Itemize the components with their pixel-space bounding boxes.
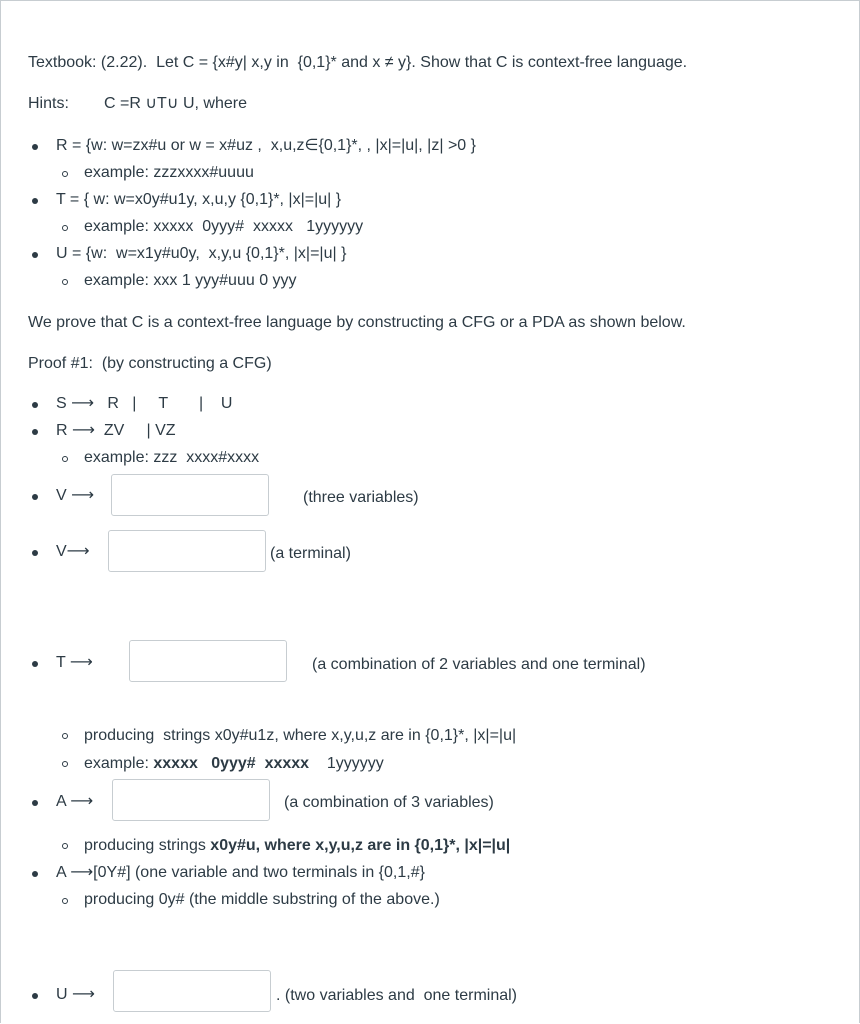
u-rule-input[interactable] (113, 970, 271, 1012)
rule-t-example (84, 754, 384, 774)
v-three-variables-input[interactable] (111, 474, 269, 516)
bullet-icon (32, 402, 38, 408)
rule-t-producing: producing strings x0y#u1z, where x,y,u,z are in {0,1}*, |x|=|u| (84, 727, 517, 744)
bullet-icon (32, 494, 38, 500)
rule-t-hint: (a combination of 2 variables and one terminal) (312, 656, 646, 673)
rule-u-hint: . (two variables and one terminal) (276, 987, 517, 1004)
definition-u-example: example: xxx 1 yyy#uuu 0 yyy (84, 272, 297, 289)
producing-plain: producing strings (84, 837, 211, 854)
rule-v2-label: V⟶ (56, 543, 90, 560)
definition-t: T = { w: w=x0y#u1y, x,u,y {0,1}*, |x|=|u| } (56, 191, 342, 208)
definition-r-example: example: zzzxxxx#uuuu (84, 164, 254, 181)
hints-text: C =R ∪T∪ U, where (104, 95, 248, 112)
rule-a1-producing (84, 836, 510, 856)
example-bold: xxxxx 0yyy# xxxxx (153, 755, 310, 772)
rule-a2: A ⟶[0Y#] (one variable and two terminals in {0,1,#} (56, 864, 425, 881)
circle-bullet-icon (62, 456, 68, 462)
rule-r-example: example: zzz xxxx#xxxx (84, 449, 260, 466)
rule-a2-producing: producing 0y# (the middle substring of the above.) (84, 891, 440, 908)
circle-bullet-icon (62, 898, 68, 904)
hints-label: Hints: (28, 95, 69, 112)
proof-title: Proof #1: (by constructing a CFG) (28, 355, 272, 372)
t-rule-input[interactable] (129, 640, 287, 682)
bullet-icon (32, 661, 38, 667)
bullet-icon (32, 871, 38, 877)
definition-r: R = {w: w=zx#u or w = x#uz , x,u,z∈{0,1}*, , |x|=|u|, |z| >0 } (56, 137, 476, 154)
bullet-icon (32, 144, 38, 150)
circle-bullet-icon (62, 225, 68, 231)
example-rest: 1yyyyyy (309, 755, 384, 772)
definition-u: U = {w: w=x1y#u0y, x,y,u {0,1}*, |x|=|u| } (56, 245, 347, 262)
circle-bullet-icon (62, 733, 68, 739)
rule-v1-label: V ⟶ (56, 487, 95, 504)
bullet-icon (32, 993, 38, 999)
definition-t-example: example: xxxxx 0yyy# xxxxx 1yyyyyy (84, 218, 364, 235)
circle-bullet-icon (62, 279, 68, 285)
bullet-icon (32, 429, 38, 435)
circle-bullet-icon (62, 843, 68, 849)
rule-v2-hint: (a terminal) (270, 545, 351, 562)
rule-t-label: T ⟶ (56, 654, 93, 671)
v-terminal-input[interactable] (108, 530, 266, 572)
proof-intro: We prove that C is a context-free language by constructing a CFG or a PDA as shown below. (28, 314, 686, 331)
rule-a1-label: A ⟶ (56, 793, 94, 810)
bullet-icon (32, 252, 38, 258)
bullet-icon (32, 198, 38, 204)
problem-statement: Textbook: (2.22). Let C = {x#y| x,y in {0,1}* and x ≠ y}. Show that C is context-free language. (28, 54, 688, 71)
rule-u-label: U ⟶ (56, 986, 95, 1003)
rule-a1-hint: (a combination of 3 variables) (284, 794, 494, 811)
rule-v1-hint: (three variables) (303, 489, 419, 506)
a-three-variables-input[interactable] (112, 779, 270, 821)
producing-bold: x0y#u, where x,y,u,z are in {0,1}*, |x|=|u| (210, 837, 511, 854)
bullet-icon (32, 550, 38, 556)
example-prefix: example: (84, 755, 154, 772)
rule-r: R ⟶ ZV | VZ (56, 422, 176, 439)
circle-bullet-icon (62, 761, 68, 767)
rule-s: S ⟶ R | T | U (56, 395, 233, 412)
bullet-icon (32, 800, 38, 806)
circle-bullet-icon (62, 171, 68, 177)
